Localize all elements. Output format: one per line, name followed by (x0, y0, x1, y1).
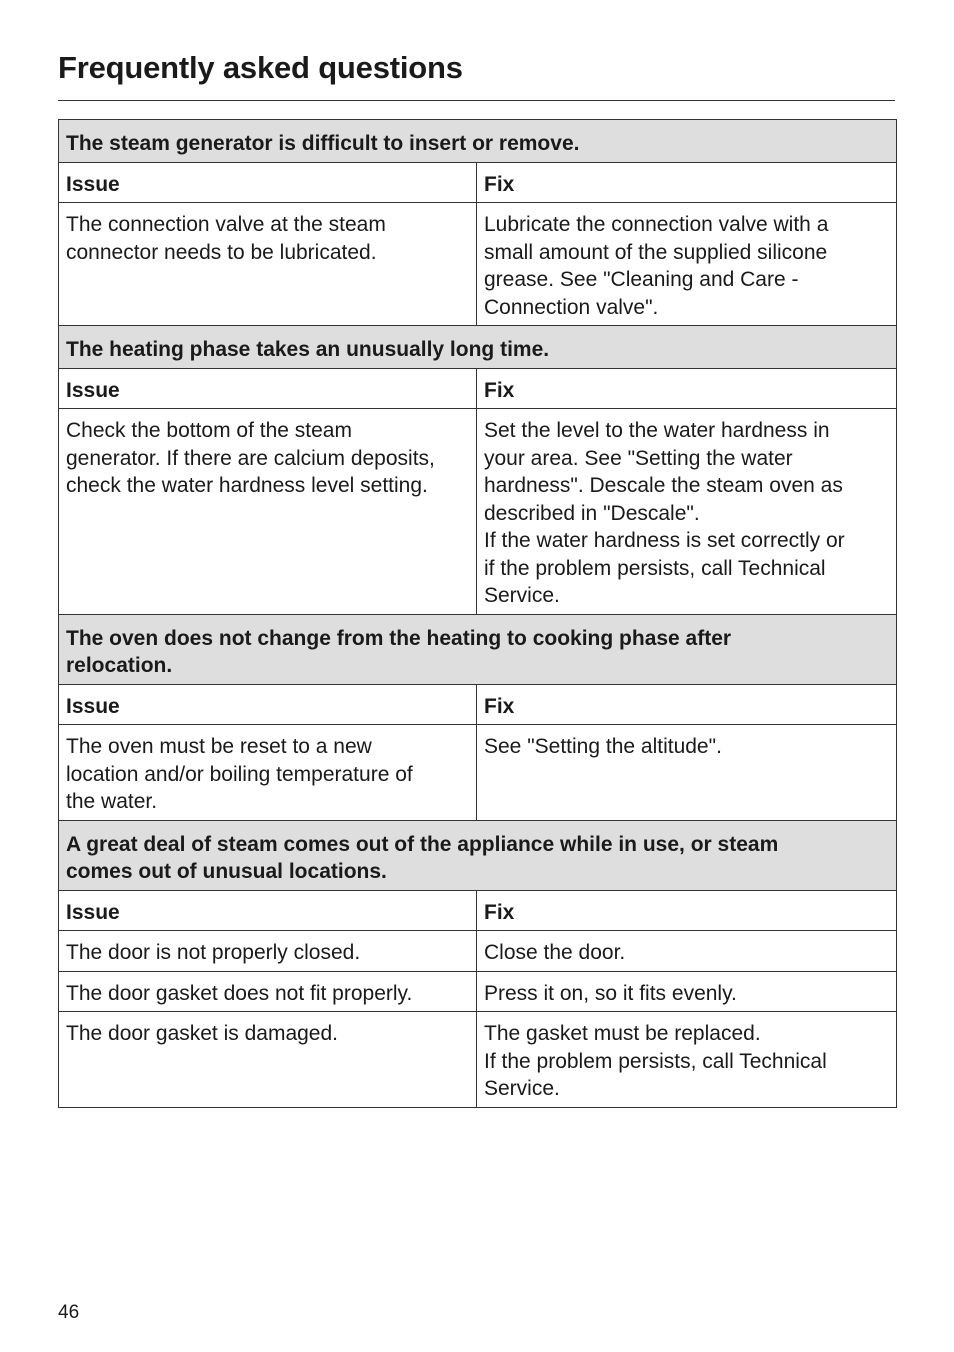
fix-cell: Lubricate the connection valve with a small amount of the supplied silicone grease. See "Cleaning and Care - Connection valve". (477, 203, 897, 326)
section-heading-row (59, 120, 897, 163)
table-row (59, 931, 897, 972)
section-heading-row (59, 614, 897, 684)
fix-column-header: Fix (477, 368, 897, 409)
issue-cell: The door gasket does not fit properly. (59, 971, 477, 1012)
fix-cell: Press it on, so it fits evenly. (477, 971, 897, 1012)
issue-column-header: Issue (59, 162, 477, 203)
issue-cell: The door gasket is damaged. (59, 1012, 477, 1108)
fix-column-header: Fix (477, 162, 897, 203)
fix-cell: The gasket must be replaced. If the problem persists, call Technical Service. (477, 1012, 897, 1108)
column-header-row (59, 162, 897, 203)
issue-cell: The connection valve at the steam connector needs to be lubricated. (59, 203, 477, 326)
page-title: Frequently asked questions (58, 50, 463, 85)
section-heading: The oven does not change from the heating to cooking phase after relocation. (59, 614, 897, 684)
column-header-row (59, 684, 897, 725)
column-header-row (59, 368, 897, 409)
page-number: 46 (58, 1302, 80, 1323)
section-heading-row (59, 820, 897, 890)
fix-cell: Set the level to the water hardness in your area. See "Setting the water hardness". Descale the steam oven as described in "Descale". If the water hardness is set correctly or if the problem persists, call Technical Service. (477, 409, 897, 615)
issue-column-header: Issue (59, 684, 477, 725)
section-heading: The steam generator is difficult to insert or remove. (59, 120, 897, 163)
issue-column-header: Issue (59, 890, 477, 931)
column-header-row (59, 890, 897, 931)
section-heading: The heating phase takes an unusually long time. (59, 326, 897, 369)
fix-cell: See "Setting the altitude". (477, 725, 897, 821)
table-row (59, 203, 897, 326)
issue-cell: The door is not properly closed. (59, 931, 477, 972)
fix-cell: Close the door. (477, 931, 897, 972)
table-row (59, 1012, 897, 1108)
faq-table (58, 119, 897, 1108)
title-divider (58, 100, 895, 101)
fix-column-header: Fix (477, 684, 897, 725)
section-heading-row (59, 326, 897, 369)
table-row (59, 409, 897, 615)
table-row (59, 971, 897, 1012)
fix-column-header: Fix (477, 890, 897, 931)
table-row (59, 725, 897, 821)
issue-cell: Check the bottom of the steam generator. If there are calcium deposits, check the water hardness level setting. (59, 409, 477, 615)
issue-cell: The oven must be reset to a new location and/or boiling temperature of the water. (59, 725, 477, 821)
section-heading: A great deal of steam comes out of the appliance while in use, or steam comes out of unusual locations. (59, 820, 897, 890)
issue-column-header: Issue (59, 368, 477, 409)
